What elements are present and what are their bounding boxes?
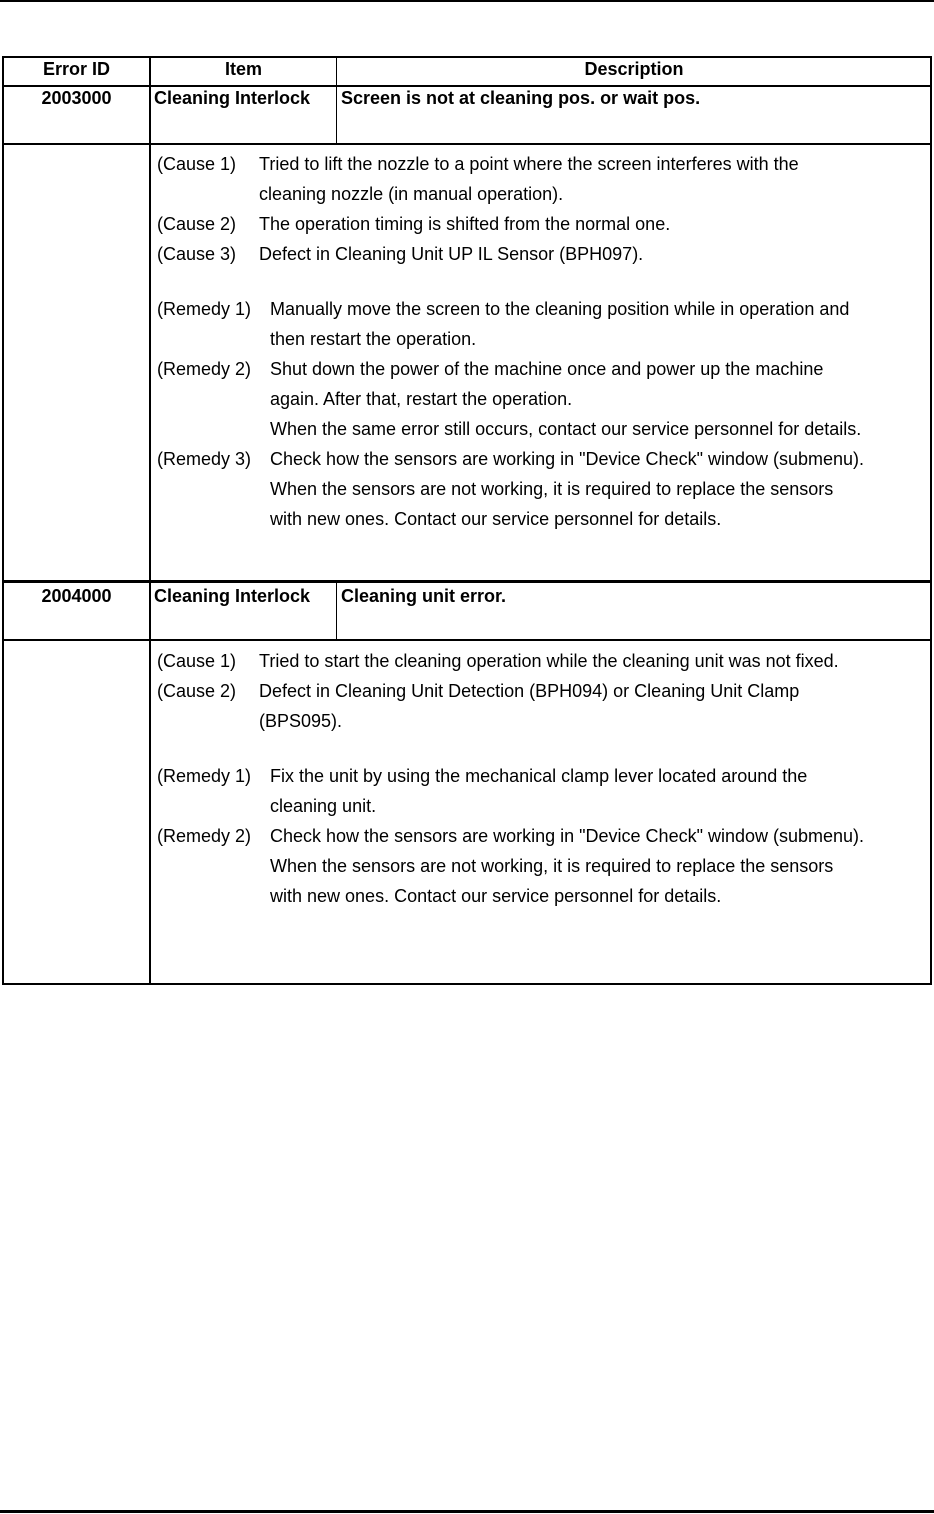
- remedy-label: (Remedy 1): [157, 766, 252, 786]
- entry-divider: [2, 580, 932, 583]
- top-rule: [0, 0, 934, 2]
- bottom-rule: [0, 1510, 934, 1513]
- remedy-text: Manually move the screen to the cleaning position while in operation and: [270, 299, 850, 319]
- col-divider-1: [149, 56, 151, 985]
- description: Screen is not at cleaning pos. or wait pos.: [341, 88, 701, 108]
- cause-label: (Cause 3): [157, 244, 237, 264]
- col-divider-2b: [336, 583, 337, 640]
- remedy-text: When the sensors are not working, it is required to replace the sensors: [270, 856, 834, 876]
- remedy-label: (Remedy 2): [157, 359, 252, 379]
- remedy-text: with new ones. Contact our service personnel for details.: [270, 886, 722, 906]
- cause-label: (Cause 2): [157, 214, 237, 234]
- description: Cleaning unit error.: [341, 586, 507, 606]
- cause-text: Tried to start the cleaning operation while the cleaning unit was not fixed.: [259, 651, 839, 671]
- cause-label: (Cause 1): [157, 651, 237, 671]
- row-divider-1: [2, 143, 932, 145]
- cause-text: The operation timing is shifted from the normal one.: [259, 214, 671, 234]
- remedy-text: then restart the operation.: [270, 329, 477, 349]
- remedy-text: Check how the sensors are working in "Device Check" window (submenu).: [270, 449, 865, 469]
- error-id: 2004000: [41, 586, 112, 606]
- remedy-text: Shut down the power of the machine once and power up the machine: [270, 359, 824, 379]
- row-divider-2: [2, 639, 932, 641]
- cause-text: Defect in Cleaning Unit UP IL Sensor (BPH097).: [259, 244, 644, 264]
- cause-label: (Cause 2): [157, 681, 237, 701]
- remedy-text: Fix the unit by using the mechanical clamp lever located around the: [270, 766, 808, 786]
- cause-text: (BPS095).: [259, 711, 343, 731]
- remedy-text: Check how the sensors are working in "Device Check" window (submenu).: [270, 826, 865, 846]
- remedy-label: (Remedy 2): [157, 826, 252, 846]
- cause-label: (Cause 1): [157, 154, 237, 174]
- remedy-text: with new ones. Contact our service personnel for details.: [270, 509, 722, 529]
- header-item: Item: [224, 59, 262, 79]
- cause-text: cleaning nozzle (in manual operation).: [259, 184, 564, 204]
- header-divider: [2, 85, 932, 87]
- remedy-label: (Remedy 1): [157, 299, 252, 319]
- item: Cleaning Interlock: [154, 88, 311, 108]
- remedy-text: again. After that, restart the operation.: [270, 389, 573, 409]
- cause-text: Defect in Cleaning Unit Detection (BPH094) or Cleaning Unit Clamp: [259, 681, 800, 701]
- header-error-id: Error ID: [42, 59, 111, 79]
- remedy-text: When the sensors are not working, it is required to replace the sensors: [270, 479, 834, 499]
- header-description: Description: [584, 59, 684, 79]
- cause-text: Tried to lift the nozzle to a point where the screen interferes with the: [259, 154, 799, 174]
- item: Cleaning Interlock: [154, 586, 311, 606]
- error-id: 2003000: [41, 88, 112, 108]
- remedy-label: (Remedy 3): [157, 449, 252, 469]
- remedy-text: cleaning unit.: [270, 796, 377, 816]
- remedy-text: When the same error still occurs, contact our service personnel for details.: [270, 419, 862, 439]
